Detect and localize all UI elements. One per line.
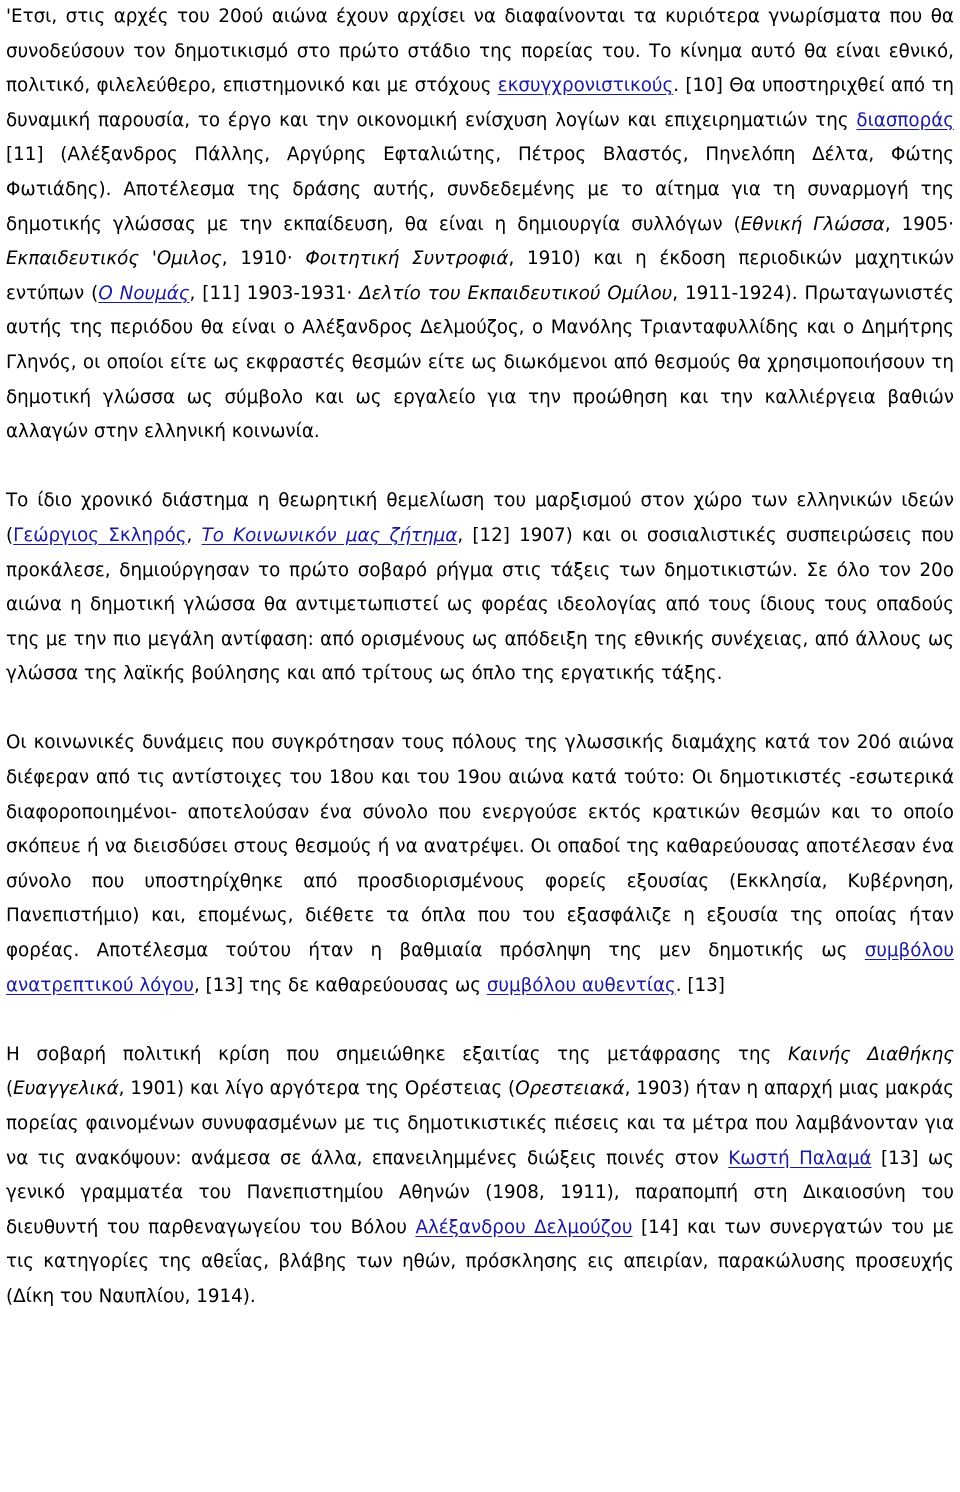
paragraph-1 — [6, 0, 954, 450]
text-run: , 1901) και λίγο αργότερα της Ορέστειας ( — [118, 1078, 516, 1100]
text-run: , 1910· — [221, 248, 306, 270]
hyperlink[interactable]: Γεώργιος Σκληρός — [13, 524, 187, 546]
text-run: [13] ως γενικό γραμματέα του Πανεπιστημίου Αθηνών (1908, 1911), παραπομπή στη Δικαιοσύνη του διευθυντή του παρθεναγωγείου του Βόλου — [6, 1147, 955, 1238]
paragraph-2 — [6, 484, 954, 692]
text-run: . [10] Θα υποστηριχθεί από τη δυναμική παρουσία, το έργο και την οικονομική ενίσχυση λογίων και επιχειρηματιών της — [6, 75, 955, 131]
text-run: Οι κοινωνικές δυνάμεις που συγκρότησαν τους πόλους της γλωσσικής διαμάχης κατά τον 20ό αιώνα διέφεραν από τις αντίστοιχες του 18ου και του 19ου αιώνα κατά τούτο: Οι δημοτικιστές -εσωτερικά διαφοροποιημένοι- αποτελούσαν ένα σύνολο που ενεργούσε εκτός κρατικών θεσμών και το οποίο σκόπευε ή να διεισδύσει στους θεσμούς ή να ανατρέψει. Οι οπαδοί της καθαρεύουσας αποτέλεσαν ένα σύνολο που υποστηρίχθηκε από προσδιορισμένους φορείς εξουσίας (Εκκλησία, Κυβέρνηση, Πανεπιστήμιο) και, επομένως, διέθετε τα όπλα που του εξασφάλιζε η εξουσία της οποίας ήταν φορέας. Αποτέλεσμα τούτου ήταν η βαθμιαία πρόσληψη της μεν δημοτικής ως — [6, 732, 954, 962]
text-run: ( — [6, 1078, 14, 1100]
hyperlink[interactable]: διασποράς — [856, 109, 954, 131]
italic-title: Εθνική Γλώσσα — [740, 213, 885, 235]
hyperlink[interactable]: συμβόλου αυθεντίας — [486, 974, 676, 996]
text-run: 'Ετσι, στις αρχές του 20ού αιώνα έχουν αρχίσει να διαφαίνονται τα κυριότερα γνωρίσματα που θα συνοδεύσουν τον δημοτικισμό στο πρώτο στάδιο της πορείας του. Το κίνημα αυτό θα είναι εθνικό, πολιτικό, φιλελεύθερο, επιστημονικό και με στόχους — [6, 6, 954, 97]
text-run: , 1905· — [884, 213, 954, 235]
text-run: Το ίδιο χρονικό διάστημα η θεωρητική θεμελίωση του μαρξισμού στον χώρο των ελληνικών ιδεών ( — [6, 490, 954, 546]
text-run: , [11] 1903-1931· — [189, 282, 360, 304]
italic-title: Καινής Διαθήκης — [787, 1043, 954, 1065]
text-run: , — [186, 524, 202, 546]
hyperlink[interactable]: Αλέξανδρου Δελμούζου — [415, 1216, 633, 1238]
text-run: , [12] 1907) και οι σοσιαλιστικές συσπειρώσεις που προκάλεσε, δημιούργησαν το πρώτο σοβαρό ρήγμα στις τάξεις των δημοτικιστών. Σε όλο τον 20ο αιώνα η δημοτική γλώσσα θα αντιμετωπιστεί ως φορέας ιδεολογίας από τους ίδιους τους οπαδούς της με την πιο μεγάλη αντίφαση: από ορισμένους ως απόδειξη της εθνικής συνέχειας, από άλλους ως γλώσσα της λαϊκής βούλησης και από τρίτους ως όπλο της εργατικής τάξης. — [6, 524, 954, 685]
italic-title: Ευαγγελικά — [13, 1078, 119, 1100]
text-run: , 1903) ήταν η απαρχή μιας μακράς πορείας φαινομένων συνυφασμένων με τις δημοτικιστικές πιέσεις και τα μέτρα που λαμβάνονταν για να τις ανακόψουν: ανάμεσα σε άλλα, επανειλημμένες διώξεις ποινές στον — [6, 1078, 954, 1169]
hyperlink[interactable]: Ο Νουμάς — [98, 282, 190, 304]
paragraph-3 — [6, 726, 954, 1003]
paragraph-4 — [6, 1038, 954, 1315]
text-run: , 1910) και η έκδοση περιοδικών μαχητικών εντύπων ( — [6, 248, 954, 304]
text-run: Η σοβαρή πολιτική κρίση που σημειώθηκε εξαιτίας της μετάφρασης της — [6, 1043, 788, 1065]
text-run: . [13] — [675, 974, 725, 996]
italic-title: Δελτίο του Εκπαιδευτικού Ομίλου — [359, 282, 673, 304]
text-run: [11] (Αλέξανδρος Πάλλης, Αργύρης Εφταλιώτης, Πέτρος Βλαστός, Πηνελόπη Δέλτα, Φώτης Φωτιάδης). Αποτέλεσμα της δράσης αυτής, συνδεδεμένης με το αίτημα για τη συναρμογή της δημοτικής γλώσσας με την εκπαίδευση, θα είναι η δημιουργία συλλόγων ( — [6, 144, 954, 235]
hyperlink[interactable]: εκσυγχρονιστικούς — [497, 75, 674, 97]
hyperlink[interactable]: συμβόλου ανατρεπτικού λόγου — [6, 940, 954, 996]
text-run: [14] και των συνεργατών του με τις κατηγορίες της αθεΐας, βλάβης των ηθών, πρόσκλησης εις απειρίαν, παρακώλυσης προσευχής (Δίκη του Ναυπλίου, 1914). — [6, 1216, 954, 1307]
hyperlink[interactable]: Κωστή Παλαμά — [728, 1147, 872, 1169]
italic-title: Εκπαιδευτικός 'Ομιλος — [6, 248, 222, 270]
italic-title: Φοιτητική Συντροφιά — [305, 248, 509, 270]
text-run: , [13] της δε καθαρεύουσας ως — [193, 974, 487, 996]
italic-title: Ορεστειακά — [515, 1078, 625, 1100]
text-run: , 1911-1924). Πρωταγωνιστές αυτής της περιόδου θα είναι ο Αλέξανδρος Δελμούζος, ο Μανόλης Τριανταφυλλίδης και ο Δημήτρης Γληνός, οι οποίοι είτε ως εκφραστές θεσμών είτε ως διωκόμενοι από θεσμούς θα χρησιμοποιήσουν τη δημοτική γλώσσα ως σύμβολο και ως εργαλείο για την προώθηση και την καλλιέργεια βαθιών αλλαγών στην ελληνική κοινωνία. — [6, 282, 954, 443]
hyperlink[interactable]: Το Κοινωνικόν μας ζήτημα — [201, 524, 458, 546]
